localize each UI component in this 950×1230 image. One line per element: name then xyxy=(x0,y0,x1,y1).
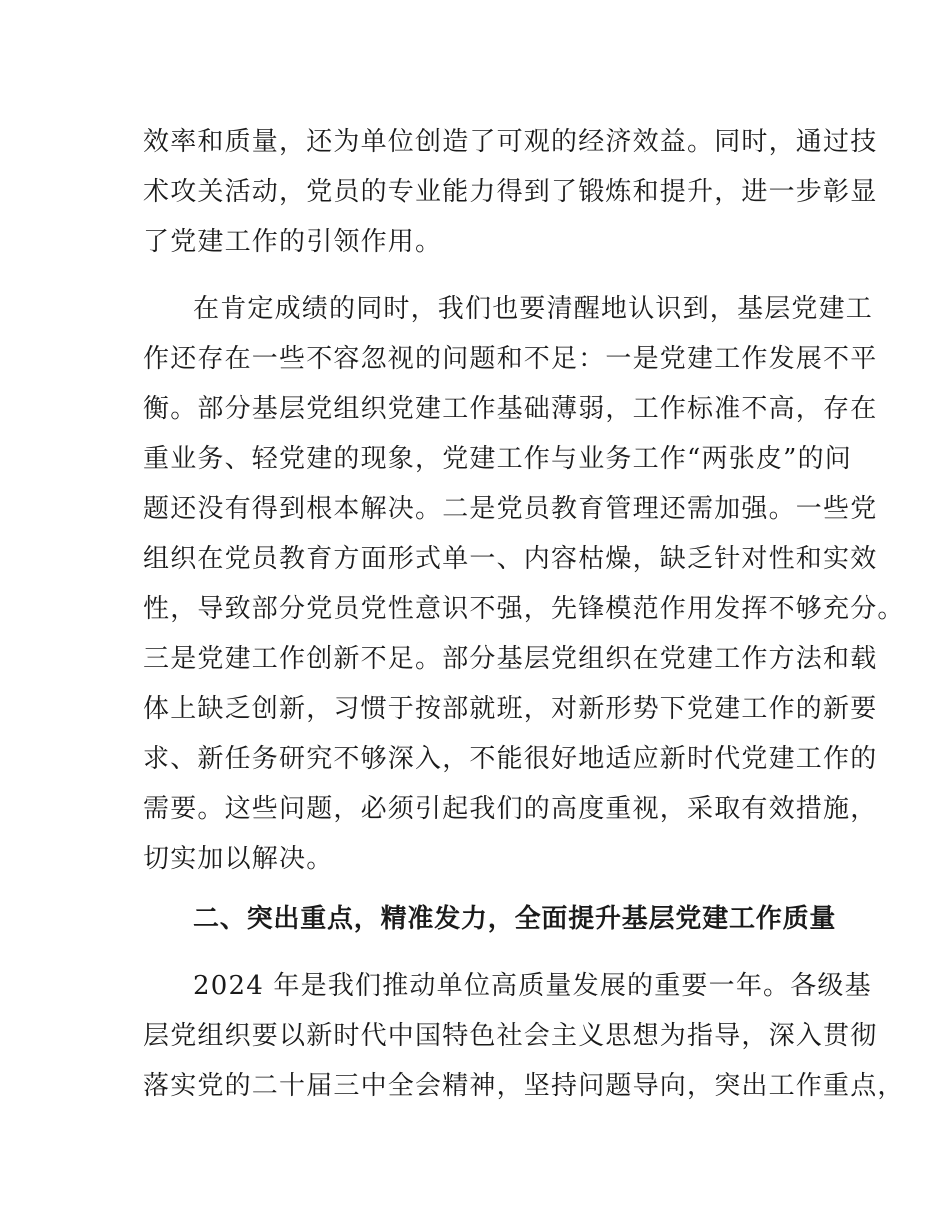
section-heading: 二、突出重点，精准发力，全面提升基层党建工作质量 xyxy=(193,904,837,934)
paragraph-line: 在肯定成绩的同时，我们也要清醒地认识到，基层党建工 xyxy=(193,294,874,324)
paragraph-line: 切实加以解决。 xyxy=(143,844,334,874)
paragraph-line: 衡。部分基层党组织党建工作基础薄弱，工作标准不高，存在 xyxy=(143,394,878,424)
paragraph-line: 作还存在一些不容忽视的问题和不足：一是党建工作发展不平 xyxy=(143,344,878,374)
paragraph-line: 性，导致部分党员党性意识不强，先锋模范作用发挥不够充分。 xyxy=(143,594,905,624)
paragraph-line: 重业务、轻党建的现象，党建工作与业务工作“两张皮”的问 xyxy=(143,444,852,474)
paragraph-line: 2024 年是我们推动单位高质量发展的重要一年。各级基 xyxy=(193,971,872,1001)
paragraph-line: 题还没有得到根本解决。二是党员教育管理还需加强。一些党 xyxy=(143,494,878,524)
paragraph-line: 组织在党员教育方面形式单一、内容枯燥，缺乏针对性和实效 xyxy=(143,544,878,574)
paragraph-line: 落实党的二十届三中全会精神，坚持问题导向，突出工作重点， xyxy=(143,1071,905,1101)
paragraph-line: 效率和质量，还为单位创造了可观的经济效益。同时，通过技 xyxy=(143,127,878,157)
paragraph-line: 需要。这些问题，必须引起我们的高度重视，采取有效措施， xyxy=(143,794,878,824)
paragraph-line: 了党建工作的引领作用。 xyxy=(143,227,443,257)
paragraph-line: 术攻关活动，党员的专业能力得到了锻炼和提升，进一步彰显 xyxy=(143,177,878,207)
paragraph-line: 三是党建工作创新不足。部分基层党组织在党建工作方法和载 xyxy=(143,644,878,674)
paragraph-line: 层党组织要以新时代中国特色社会主义思想为指导，深入贯彻 xyxy=(143,1021,878,1051)
paragraph-line: 求、新任务研究不够深入，不能很好地适应新时代党建工作的 xyxy=(143,744,878,774)
paragraph-line: 体上缺乏创新，习惯于按部就班，对新形势下党建工作的新要 xyxy=(143,694,878,724)
